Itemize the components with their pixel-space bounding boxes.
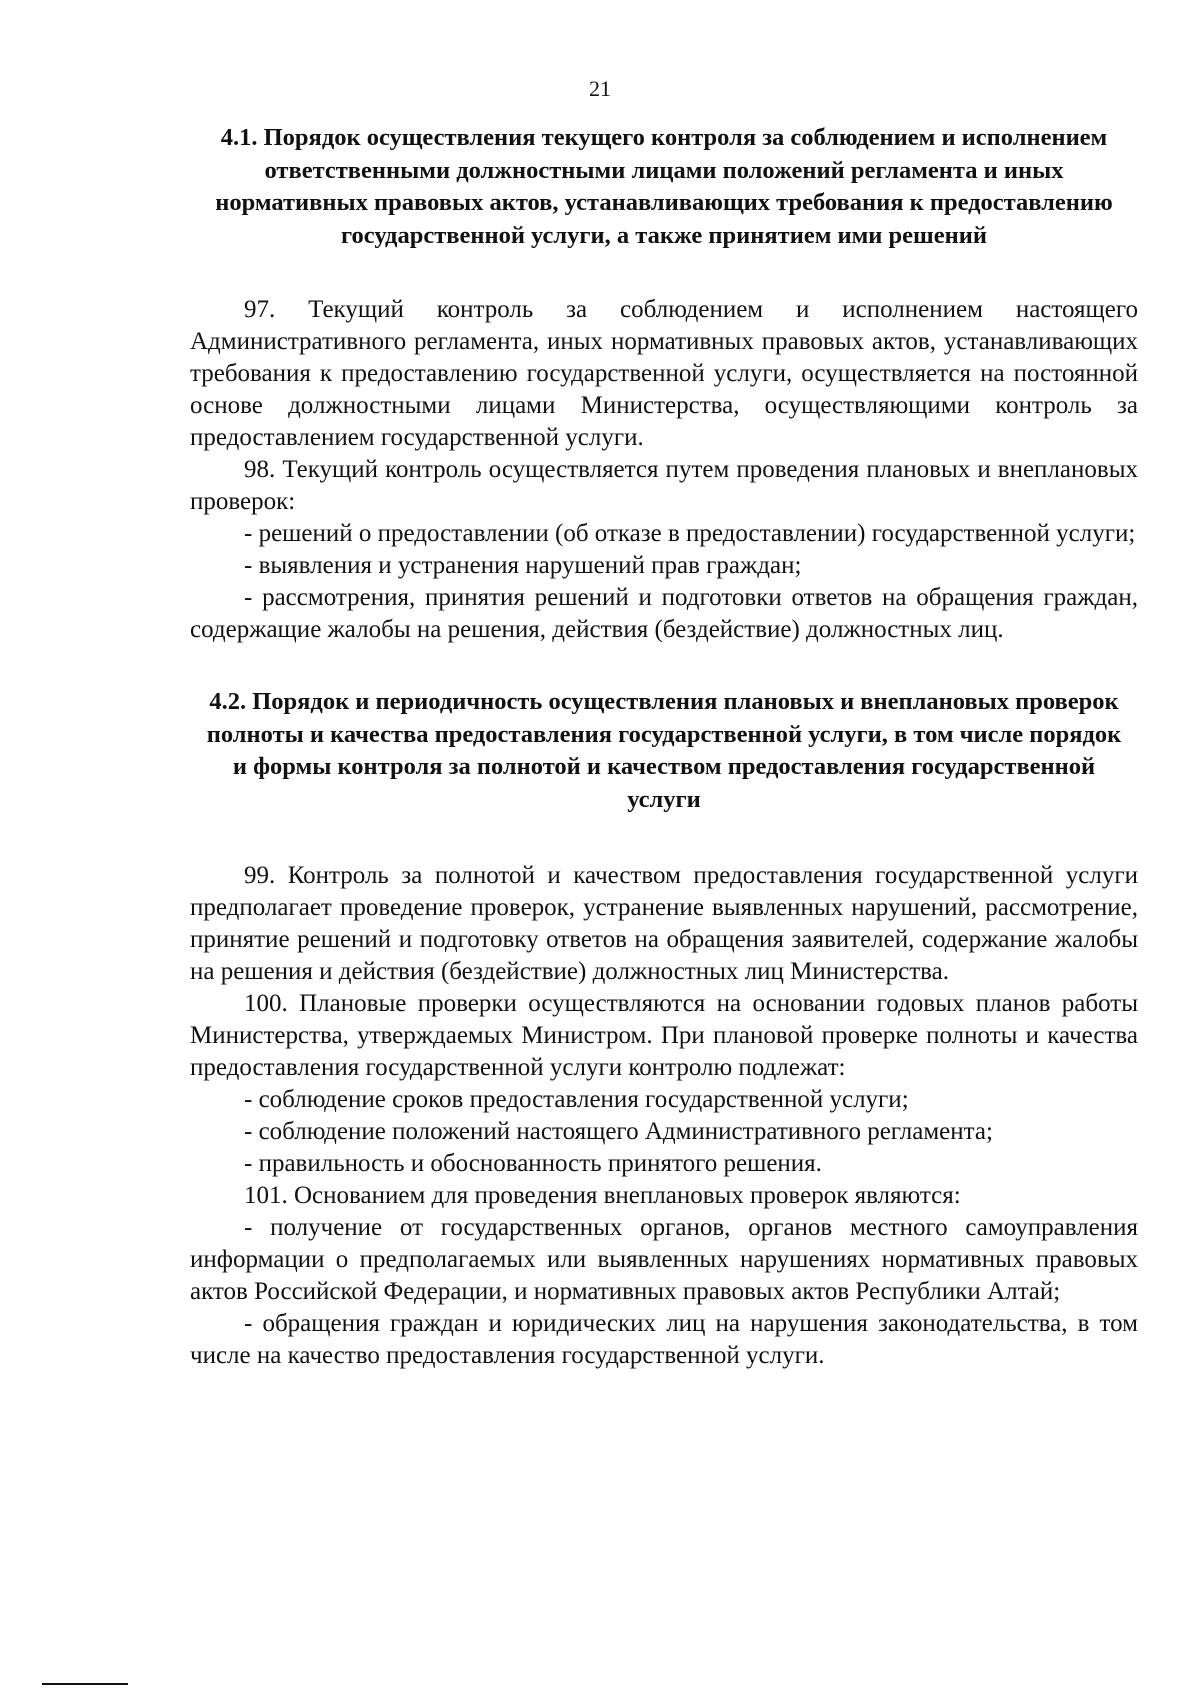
list-item: - соблюдение положений настоящего Административного регламента; (244, 1118, 993, 1145)
document-body (190, 122, 1138, 1372)
section-4-2-heading: 4.2. Порядок и периодичность осуществления плановых и внеплановых проверок полноты и качества предоставления государственной услуги, в том числе порядок и формы контроля за полнотой и качеством предоставления государственной услуги (206, 688, 1122, 813)
paragraph-99: 99. Контроль за полнотой и качеством предоставления государственной услуги предполагает проведение проверок, устранение выявленных нарушений, рассмотрение, принятие решений и подготовку ответов на обращения заявителей, содержание жалобы на решения и действия (бездействие) должностных лиц Министерства. (190, 862, 1138, 985)
paragraph-98: 98. Текущий контроль осуществляется путем проведения плановых и внеплановых проверок: (190, 456, 1138, 515)
paragraph-100: 100. Плановые проверки осуществляются на основании годовых планов работы Министерства, утверждаемых Министром. При плановой проверке полноты и качества предоставления государственной услуги контролю подлежат: (190, 990, 1138, 1081)
list-item: - получение от государственных органов, органов местного самоуправления информации о предполагаемых или выявленных нарушениях нормативных правовых актов Российской Федерации, и нормативных правовых актов Республики Алтай; (190, 1214, 1138, 1305)
paragraph-101: 101. Основанием для проведения внеплановых проверок являются: (244, 1182, 961, 1209)
list-item: - выявления и устранения нарушений прав граждан; (244, 552, 802, 579)
paragraph-97: 97. Текущий контроль за соблюдением и исполнением настоящего Административного регламента, иных нормативных правовых актов, устанавливающих требования к предоставлению государственной услуги, осуществляется на постоянной основе должностными лицами Министерства, осуществляющими контроль за предоставлением государственной услуги. (190, 296, 1138, 451)
list-item: - решений о предоставлении (об отказе в предоставлении) государственной услуги; (244, 520, 1136, 547)
list-item: - правильность и обоснованность принятого решения. (244, 1150, 822, 1177)
footnote-separator-line (42, 1683, 128, 1685)
list-item: - обращения граждан и юридических лиц на нарушения законодательства, в том числе на качество предоставления государственной услуги. (190, 1310, 1138, 1369)
list-item: - соблюдение сроков предоставления государственной услуги; (244, 1086, 909, 1113)
section-4-1-heading: 4.1. Порядок осуществления текущего контроля за соблюдением и исполнением ответственными должностными лицами положений регламента и иных нормативных правовых актов, устанавливающих требования к предоставлению государственной услуги, а также принятием ими решений (215, 124, 1113, 249)
list-item: - рассмотрения, принятия решений и подготовки ответов на обращения граждан, содержащие жалобы на решения, действия (бездействие) должностных лиц. (190, 584, 1138, 643)
page-number: 21 (589, 76, 611, 101)
